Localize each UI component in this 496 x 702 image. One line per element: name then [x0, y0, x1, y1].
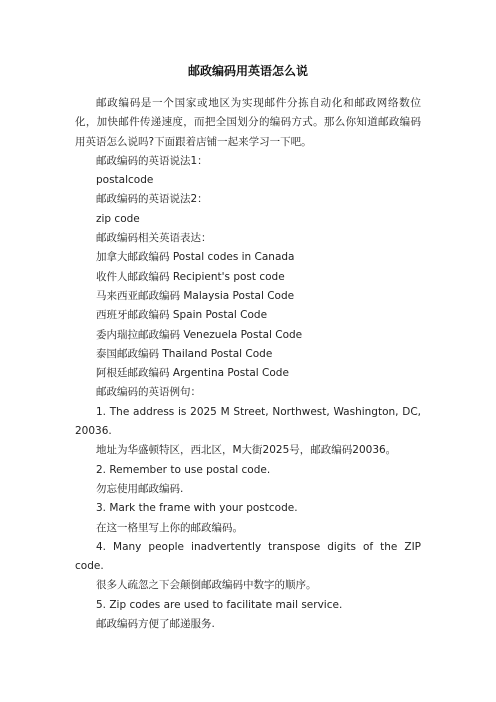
body-line: 邮政编码的英语例句：	[96, 386, 201, 399]
example-sentence: 1. The address is 2025 M Street, Northwest, Washington, DC, 20036.	[75, 405, 421, 438]
example-translation: 邮政编码方便了邮递服务.	[96, 618, 215, 631]
body-line: 收件人邮政编码 Recipient's post code	[96, 270, 285, 283]
example-translation: 很多人疏忽之下会颠倒邮政编码中数字的顺序。	[96, 579, 317, 592]
body-line: 西班牙邮政编码 Spain Postal Code	[96, 309, 268, 322]
body-line: 加拿大邮政编码 Postal codes in Canada	[96, 251, 295, 264]
body-line: 阿根廷邮政编码 Argentina Postal Code	[96, 367, 289, 380]
example-translation: 地址为华盛顿特区，西北区，M大街2025号，邮政编码20036。	[96, 444, 397, 457]
example-sentence: 4. Many people inadvertently transpose digits of the ZIP code.	[75, 540, 421, 573]
example-translation: 勿忘使用邮政编码.	[96, 482, 184, 495]
body-line: postalcode	[96, 174, 154, 187]
body-line: 邮政编码的英语说法1：	[96, 154, 208, 167]
intro-paragraph: 邮政编码是一个国家或地区为实现邮件分拣自动化和邮政网络数位化，加快邮件传递速度，而把全国划分的编码方式。那么你知道邮政编码用英语怎么说吗?下面跟着店铺一起来学习一下吧。	[75, 97, 421, 148]
document-title: 邮政编码用英语怎么说	[187, 64, 308, 78]
body-line: 邮政编码的英语说法2：	[96, 193, 208, 206]
example-sentence: 2. Remember to use postal code.	[96, 463, 271, 476]
body-line: 邮政编码相关英语表达：	[96, 232, 212, 245]
body-line: zip code	[96, 212, 140, 225]
example-sentence: 5. Zip codes are used to facilitate mail service.	[96, 598, 343, 611]
example-sentence: 3. Mark the frame with your postcode.	[96, 502, 298, 515]
example-translation: 在这一格里写上你的邮政编码。	[96, 521, 243, 534]
document-body	[75, 94, 421, 634]
body-line: 泰国邮政编码 Thailand Postal Code	[96, 347, 273, 360]
body-line: 马来西亚邮政编码 Malaysia Postal Code	[96, 289, 295, 302]
body-line: 委内瑞拉邮政编码 Venezuela Postal Code	[96, 328, 303, 341]
